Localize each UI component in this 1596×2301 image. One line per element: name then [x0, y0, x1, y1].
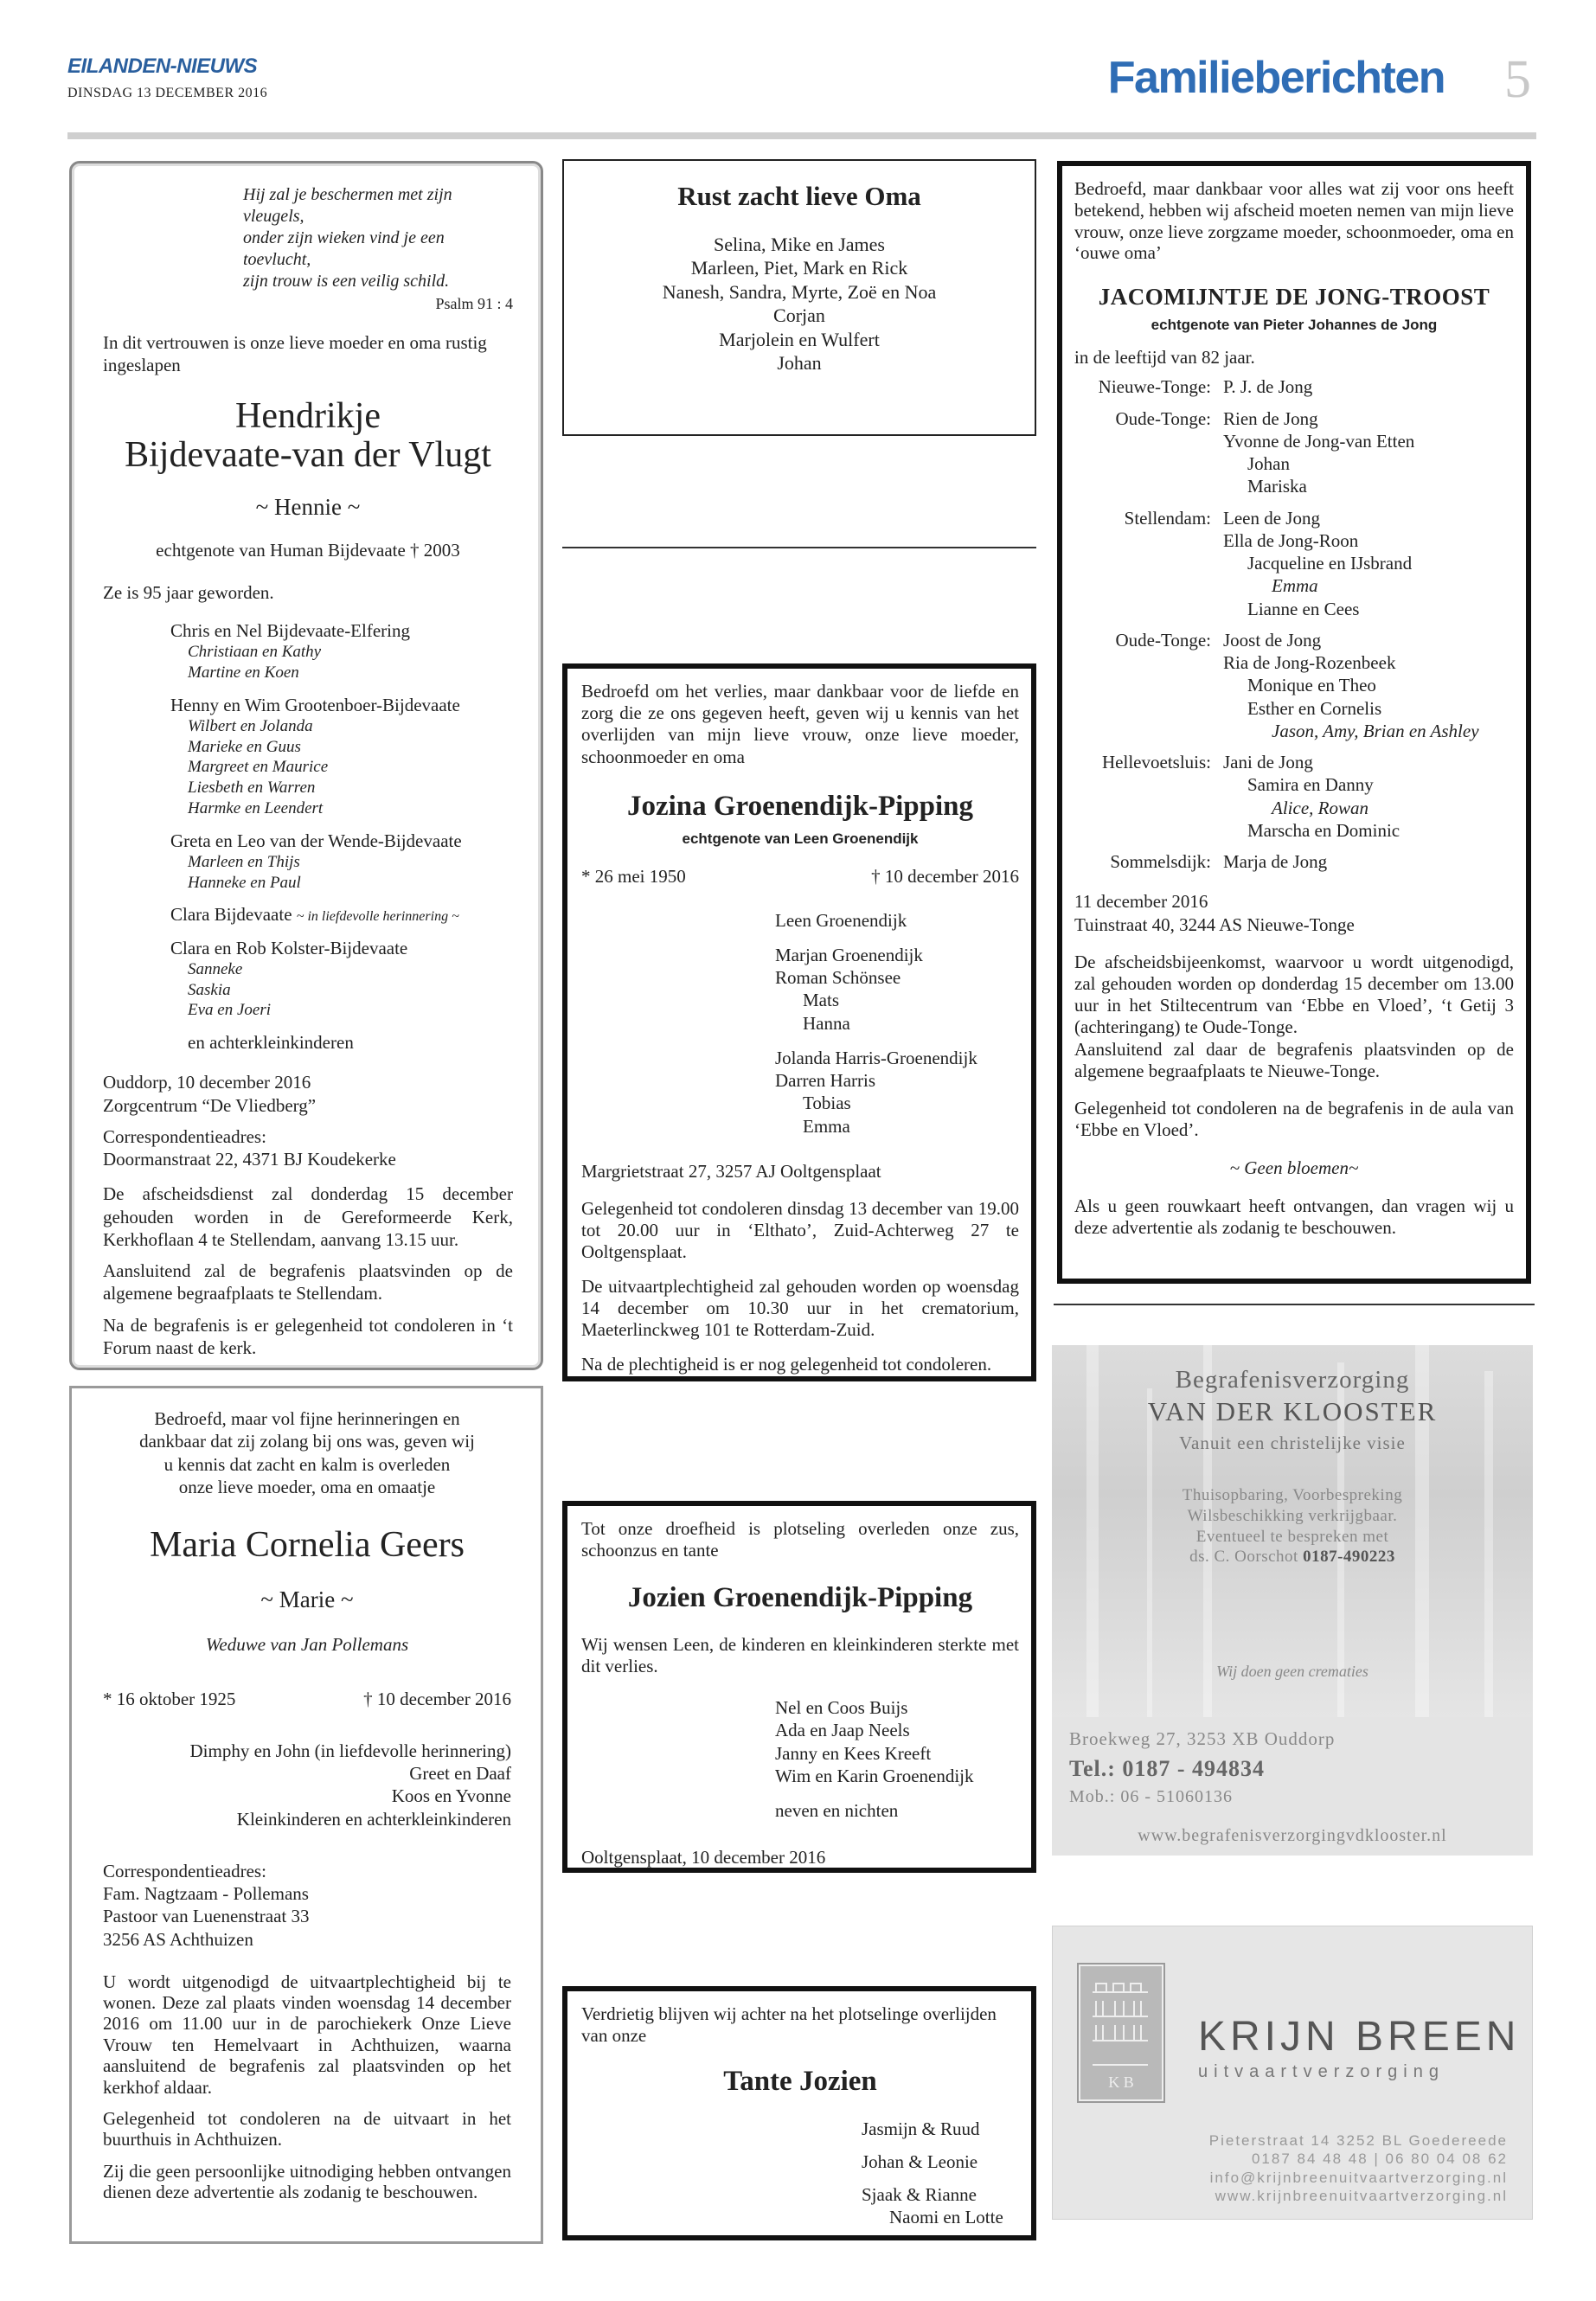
relative-name: Jacqueline en IJsbrand	[1247, 553, 1413, 574]
relative-name: Emma	[1272, 575, 1318, 597]
family-name: Corjan	[773, 304, 825, 327]
family-name: Chris en Nel Bijdevaate-Elfering	[170, 619, 410, 641]
relative-name: Leen Groenendijk	[775, 909, 907, 931]
relative-name: Rien de Jong	[1223, 407, 1318, 429]
relative-name: Greet en Daaf	[409, 1763, 511, 1784]
family-group	[1074, 407, 1514, 498]
intro-text: In dit vertrouwen is onze lieve moeder en oma rustig ingeslapen	[103, 331, 487, 375]
relatives-column	[1223, 375, 1312, 398]
divider	[562, 547, 1036, 548]
place-date: Ooltgensplaat, 10 december 2016	[581, 1847, 826, 1868]
date: 11 december 2016	[1074, 891, 1208, 913]
names-list	[581, 233, 1017, 375]
nickname: ~ Marie ~	[260, 1586, 354, 1612]
relative-name: Joost de Jong	[1223, 629, 1322, 651]
mobile: Mob.: 06 - 51060136	[1069, 1787, 1233, 1806]
relative-name: Janny en Kees Kreeft	[775, 1742, 932, 1764]
address: Tuinstraat 40, 3244 AS Nieuwe-Tonge	[1074, 913, 1355, 935]
address: Margrietstraat 27, 3257 AJ Ooltgensplaat	[581, 1160, 881, 1182]
brand-logo	[1079, 1965, 1163, 2101]
correspondence-line: Pastoor van Luenenstraat 33	[103, 1906, 310, 1927]
services	[1052, 1485, 1533, 1567]
relatives-column	[1223, 850, 1327, 873]
brand-line1: Begrafenisverzorging	[1175, 1366, 1410, 1394]
place-name: Sommelsdijk:	[1110, 851, 1211, 873]
correspondence-label: Correspondentieadres:	[103, 1860, 266, 1881]
child-name: Marieke en Guus	[188, 737, 301, 756]
brand-tagline: Vanuit een christelijke visie	[1179, 1433, 1406, 1453]
flowers-note: ~ Geen bloemen~	[1229, 1157, 1359, 1179]
masthead-logo: EILANDEN-NIEUWS	[67, 54, 258, 78]
intro-text: Verdrietig blijven wij achter na het plotselinge overlijden van onze	[581, 2003, 997, 2047]
grandchild-name: Hanna	[803, 1012, 850, 1034]
relative-name: Monique en Theo	[1247, 675, 1376, 696]
relative-name: Lianne en Cees	[1247, 598, 1360, 619]
relative-name: Roman Schönsee	[775, 967, 901, 988]
pastor-name: ds. C. Oorschot	[1189, 1548, 1298, 1567]
relatives	[581, 1696, 1019, 1822]
intro-line: onze lieve moeder, oma en omaatje	[178, 1476, 436, 1497]
spouse-line: echtgenote van Pieter Johannes de Jong	[1151, 316, 1438, 333]
obituary-bijdevaate	[69, 161, 543, 1370]
place-name: Hellevoetsluis:	[1102, 752, 1211, 773]
service-info: De afscheidsdienst zal donderdag 15 december gehouden worden in de Gereformeerde Kerk, Kerkhoflaan 4 te Stellendam, aanvang 13.15 uur.	[103, 1183, 513, 1250]
place-name: Nieuwe-Tonge:	[1098, 376, 1211, 398]
correspondence-line: Fam. Nagtzaam - Pollemans	[103, 1883, 309, 1904]
child-name: Sanneke	[188, 959, 243, 978]
address: Pieterstraat 14 3252 BL Goedereede	[1208, 2132, 1508, 2149]
relative-name: Johan	[1247, 453, 1290, 475]
phone-numbers: 0187 84 48 48 | 06 80 04 08 62	[1251, 2150, 1508, 2168]
remembrance-note: ~ in liefdevolle herinnering ~	[296, 909, 459, 925]
deceased-name: Maria Cornelia Geers	[150, 1525, 465, 1565]
birth-date: * 26 mei 1950	[581, 866, 686, 888]
place-name: Oude-Tonge:	[1115, 407, 1211, 429]
family-children	[170, 852, 513, 894]
family-groups	[1074, 375, 1514, 873]
memorial-oma	[562, 159, 1036, 436]
address: Broekweg 27, 3253 XB Ouddorp	[1069, 1728, 1336, 1749]
family-children	[170, 716, 513, 819]
relative-name: Kleinkinderen en achterkleinkinderen	[236, 1808, 511, 1830]
memorial-tante-jozien	[562, 1986, 1036, 2240]
relative-name: Jani de Jong	[1223, 752, 1313, 773]
intro-text: Bedroefd, maar dankbaar voor alles wat zij voor ons heeft betekend, hebben wij afscheid moeten nemen van mijn lieve vrouw, onze lieve zorgzame moeder, schoonmoeder, oma en ‘ouwe oma’	[1074, 178, 1514, 264]
wish: Wij wensen Leen, de kinderen en kleinkinderen sterkte met dit verlies.	[581, 1633, 1019, 1676]
verse-line: zijn trouw is een veilig schild.	[243, 272, 450, 291]
contact-block	[1053, 2131, 1508, 2205]
dates-row	[581, 865, 1019, 888]
service-line: Thuisopbaring, Voorbespreking	[1182, 1486, 1403, 1504]
relative-name: Jasmijn & Ruud	[862, 2118, 980, 2139]
verse-line: Hij zal je beschermen met zijn vleugels,	[243, 185, 452, 226]
invitation: U wordt uitgenodigd de uitvaartplechtigheid bij te wonen. Deze zal plaats vinden woensdag 14 december 2016 om 11.00 uur in de parochiekerk Onze Lieve Vrouw ten Hemelvaart in Achthuizen, waarna aansluitend de begrafenis zal plaatsvinden op het kerkhof aldaar.	[103, 1971, 511, 2098]
family-group	[1074, 751, 1514, 842]
brand-tagline: uitvaartverzorging	[1198, 2062, 1445, 2081]
family-name: Nanesh, Sandra, Myrte, Zoë en Noa	[662, 280, 937, 303]
memorial-title: Rust zacht lieve Oma	[677, 181, 921, 211]
child-name: Wilbert en Jolanda	[188, 716, 313, 735]
grandchild-name: Tobias	[803, 1093, 851, 1114]
widow-line: Weduwe van Jan Pollemans	[205, 1634, 409, 1656]
condolence-info: Na de begrafenis is er gelegenheid tot condoleren in ‘t Forum naast de kerk.	[103, 1314, 513, 1358]
relative-name: Naomi en Lotte	[889, 2207, 1003, 2228]
relative-name: Yvonne de Jong-van Etten	[1223, 430, 1415, 452]
after-service: Na de plechtigheid is er nog gelegenheid tot condoleren.	[581, 1354, 992, 1375]
verse-reference: Psalm 91 : 4	[435, 295, 513, 312]
deceased-surname: Bijdevaate-van der Vlugt	[125, 435, 491, 476]
deceased-name: Jozina Groenendijk-Pipping	[626, 790, 974, 822]
obituary-jozien	[562, 1501, 1036, 1873]
family-group	[1074, 850, 1514, 873]
family-list	[103, 619, 513, 1054]
verse	[243, 184, 513, 292]
website: www.begrafenisverzorgingvdklooster.nl	[1138, 1826, 1447, 1845]
place-name: Stellendam:	[1124, 507, 1211, 529]
child-name: Saskia	[188, 980, 231, 999]
death-date: † 10 december 2016	[871, 866, 1019, 888]
telephone: Tel.: 0187 - 494834	[1069, 1756, 1266, 1781]
relative-name: Esther en Cornelis	[1247, 697, 1382, 719]
care-home: Zorgcentrum “De Vliedberg”	[103, 1094, 317, 1116]
relatives-column	[1223, 507, 1412, 620]
child-name: Martine en Koen	[188, 663, 299, 682]
family-name: Selina, Mike en James	[714, 233, 885, 255]
brand-name: VAN DER KLOOSTER	[1147, 1396, 1438, 1426]
deceased-name: Tante Jozien	[723, 2066, 877, 2098]
grandchild-name: Mats	[803, 990, 839, 1011]
family-name: Greta en Leo van der Wende-Bijdevaate	[170, 830, 462, 851]
intro-text	[103, 1407, 511, 1498]
relative-name: Koos en Yvonne	[391, 1785, 511, 1807]
relative-name: P. J. de Jong	[1223, 376, 1313, 398]
family-children	[170, 959, 513, 1021]
birth-date: * 16 oktober 1925	[103, 1688, 236, 1709]
dates-row	[103, 1688, 511, 1710]
family-group	[1074, 507, 1514, 620]
pastor-phone: 0187-490223	[1303, 1548, 1395, 1567]
relative-name: Marja de Jong	[1223, 851, 1328, 873]
child-name: Marleen en Thijs	[188, 852, 300, 871]
logo-letters: K B	[1108, 2073, 1134, 2091]
child-name: Hanneke en Paul	[188, 873, 301, 892]
condolence-info: Gelegenheid tot condoleren na de uitvaart in het buurthuis in Achthuizen.	[103, 2107, 511, 2150]
burial-info: Aansluitend zal daar de begrafenis plaatsvinden op de algemene begraafplaats te Nieuwe-Tonge.	[1074, 1038, 1514, 1081]
condolence-info: Gelegenheid tot condoleren dinsdag 13 december van 19.00 tot 20.00 uur in ‘Elthato’, Zuid-Achterweg 27 te Ooltgensplaat.	[581, 1198, 1019, 1263]
header-rule	[67, 132, 1536, 139]
child-name: Harmke en Leendert	[188, 798, 324, 817]
relative-name: Ria de Jong-Rozenbeek	[1223, 652, 1396, 674]
section-title: Familieberichten	[1107, 53, 1445, 103]
family-name	[170, 903, 513, 926]
relative-name: Leen de Jong	[1223, 507, 1320, 529]
correspondence-address: Doormanstraat 22, 4371 BJ Koudekerke	[103, 1149, 396, 1170]
relative-name: Mariska	[1247, 476, 1307, 497]
relative-name: Darren Harris	[775, 1070, 876, 1091]
family-group	[1074, 375, 1514, 398]
notice: Als u geen rouwkaart heeft ontvangen, dan vragen wij u deze advertentie als zodanig te beschouwen.	[1074, 1195, 1514, 1238]
intro-text: Tot onze droefheid is plotseling overleden onze zus, schoonzus en tante	[581, 1518, 1019, 1561]
relative-name: Jolanda Harris-Groenendijk	[775, 1047, 977, 1068]
child-name: Christiaan en Kathy	[188, 643, 322, 662]
deceased-first-name: Hendrikje	[235, 396, 381, 436]
relative-name: Alice, Rowan	[1272, 797, 1368, 818]
obituary-jacomijntje	[1057, 161, 1531, 1284]
relative-name: Samira en Danny	[1247, 774, 1374, 796]
advert-krijn-breen	[1052, 1926, 1533, 2220]
intro-line: u kennis dat zacht en kalm is overleden	[163, 1453, 451, 1475]
notice: Zij die geen persoonlijke uitnodiging hebben ontvangen dienen deze advertentie als zodanig te beschouwen.	[103, 2160, 511, 2202]
relatives	[103, 1740, 511, 1830]
relatives-column	[1223, 407, 1414, 498]
intro-text: Bedroefd om het verlies, maar dankbaar voor de liefde en zorg die ze ons gegeven heeft, geven wij u kennis van het overlijden van mijn lieve vrouw, onze lieve moeder, schoonmoeder en oma	[581, 681, 1019, 767]
relative-name: Johan & Leonie	[862, 2150, 978, 2172]
service-line: Wilsbeschikking verkrijgbaar.	[1187, 1506, 1398, 1525]
relatives	[581, 909, 1019, 1138]
correspondence	[103, 1860, 511, 1951]
service-info: De uitvaartplechtigheid zal gehouden worden op woensdag 14 december om 10.30 uur in het crematorium, Maeterlinckweg 101 te Rotterdam-Zuid.	[581, 1275, 1019, 1340]
burial-info: Aansluitend zal de begrafenis plaatsvinden op de algemene begraafplaats te Stellendam.	[103, 1260, 513, 1304]
family-children	[170, 642, 513, 683]
relative-name: neven en nichten	[775, 1800, 899, 1821]
nickname: ~ Hennie ~	[255, 493, 361, 520]
relative-name: Nel en Coos Buijs	[775, 1697, 908, 1718]
place-name: Oude-Tonge:	[1115, 629, 1211, 651]
family-name: Marleen, Piet, Mark en Rick	[690, 257, 908, 279]
advert-van-der-klooster	[1052, 1345, 1533, 1856]
death-date: † 10 december 2016	[363, 1688, 511, 1709]
relative-name: Ella de Jong-Roon	[1223, 529, 1359, 551]
relatives-column	[1223, 751, 1400, 842]
relative-name: Sjaak & Rianne	[862, 2184, 977, 2206]
child-name: Eva en Joeri	[188, 1001, 272, 1020]
brand-name: KRIJN BREEN	[1198, 2014, 1521, 2060]
grandchild-name: Emma	[803, 1115, 850, 1137]
spouse-line: echtgenote van Human Bijdevaate † 2003	[156, 540, 460, 561]
deceased-name: JACOMIJNTJE DE JONG-TROOST	[1098, 284, 1490, 311]
deceased-name: Jozien Groenendijk-Pipping	[627, 1582, 973, 1614]
relative-name: Ada en Jaap Neels	[775, 1720, 910, 1741]
divider	[1054, 1304, 1535, 1305]
clara-name: Clara Bijdevaate	[170, 904, 292, 926]
family-group	[1074, 629, 1514, 742]
cremation-note: Wij doen geen crematies	[1216, 1663, 1368, 1680]
family-name: Henny en Wim Grootenboer-Bijdevaate	[170, 694, 460, 715]
correspondence-label: Correspondentieadres:	[103, 1125, 266, 1147]
family-name: Marjolein en Wulfert	[719, 328, 880, 350]
relative-name: Wim en Karin Groenendijk	[775, 1765, 974, 1786]
child-name: Liesbeth en Warren	[188, 779, 316, 798]
family-name: Clara en Rob Kolster-Bijdevaate	[170, 937, 408, 958]
great-grandchildren: en achterkleinkinderen	[188, 1032, 354, 1054]
relatives	[581, 2118, 1019, 2229]
intro-line: dankbaar dat zij zolang bij ons was, geven wij	[139, 1431, 475, 1452]
meeting-info: De afscheidsbijeenkomst, waarvoor u wordt uitgenodigd, zal gehouden worden op donderdag 15 december om 13.00 uur in het Stiltecentrum van ‘Ebbe en Vloed’, ‘t Getij 3 (achteringang) te Oude-Tonge.	[1074, 951, 1514, 1038]
spouse-line: echtgenote van Leen Groenendijk	[682, 830, 919, 847]
page-number: 5	[1504, 50, 1531, 109]
issue-date: DINSDAG 13 DECEMBER 2016	[67, 86, 268, 100]
place-date: Ouddorp, 10 december 2016	[103, 1072, 311, 1093]
condolence-info: Gelegenheid tot condoleren na de begrafenis in de aula van ‘Ebbe en Vloed’.	[1074, 1097, 1514, 1141]
obituary-geers	[69, 1386, 543, 2244]
child-name: Margreet en Maurice	[188, 758, 329, 777]
relative-name: Marjan Groenendijk	[775, 944, 923, 965]
correspondence-line: 3256 AS Achthuizen	[103, 1928, 253, 1950]
relative-name: Marscha en Dominic	[1247, 819, 1401, 841]
age-line: Ze is 95 jaar geworden.	[103, 581, 274, 603]
intro-line: Bedroefd, maar vol fijne herinneringen en	[154, 1408, 460, 1429]
church-icon	[1080, 1966, 1162, 2099]
relative-name: Jason, Amy, Brian en Ashley	[1272, 720, 1479, 741]
family-name: Johan	[777, 352, 822, 375]
service-line: Eventueel te bespreken met	[1195, 1527, 1389, 1546]
service-line	[1052, 1547, 1533, 1567]
age-line: in de leeftijd van 82 jaar.	[1074, 347, 1255, 369]
website: www.krijnbreenuitvaartverzorging.nl	[1215, 2187, 1508, 2204]
relatives-column	[1223, 629, 1479, 742]
verse-line: onder zijn wieken vind je een toevlucht,	[243, 228, 445, 269]
relative-name: Dimphy en John (in liefdevolle herinnering)	[189, 1740, 511, 1761]
email: info@krijnbreenuitvaartverzorging.nl	[1209, 2169, 1508, 2186]
obituary-jozina	[562, 663, 1036, 1381]
